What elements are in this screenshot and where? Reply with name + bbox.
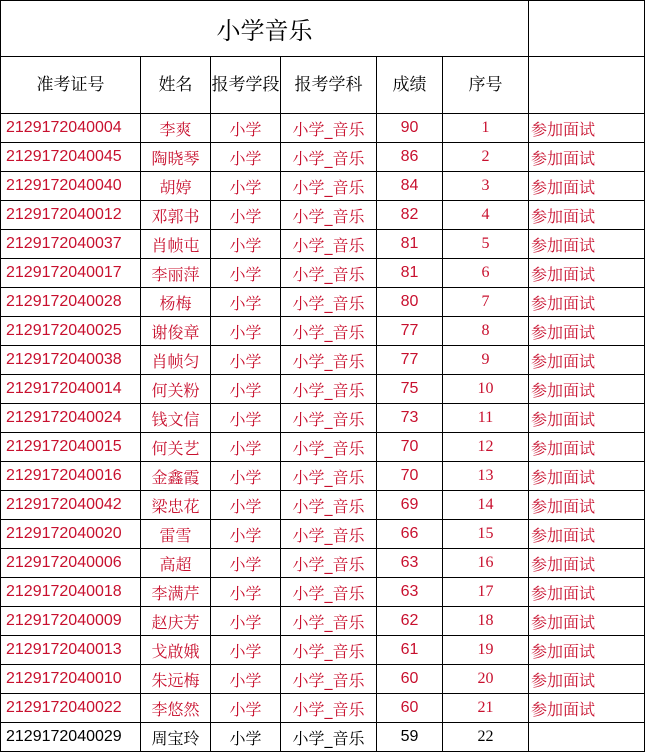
cell-name: 谢俊章: [141, 317, 211, 346]
cell-exam-id: 2129172040006: [1, 549, 141, 578]
cell-subject: 小学_音乐: [281, 723, 377, 752]
cell-name: 雷雪: [141, 520, 211, 549]
cell-name: 肖帧匀: [141, 346, 211, 375]
cell-score: 63: [377, 578, 443, 607]
cell-name: 何关艺: [141, 433, 211, 462]
cell-name: 李满芹: [141, 578, 211, 607]
cell-subject: 小学_音乐: [281, 288, 377, 317]
cell-stage: 小学: [211, 607, 281, 636]
table-row: [1, 404, 645, 433]
cell-exam-id: 2129172040012: [1, 201, 141, 230]
cell-name: 梁忠花: [141, 491, 211, 520]
cell-subject: 小学_音乐: [281, 230, 377, 259]
cell-exam-id: 2129172040045: [1, 143, 141, 172]
cell-stage: 小学: [211, 317, 281, 346]
cell-score: 60: [377, 665, 443, 694]
cell-status: 参加面试: [529, 404, 645, 433]
cell-exam-id: 2129172040018: [1, 578, 141, 607]
cell-seq: 17: [443, 578, 529, 607]
cell-seq: 20: [443, 665, 529, 694]
cell-subject: 小学_音乐: [281, 462, 377, 491]
cell-name: 钱文信: [141, 404, 211, 433]
cell-status: 参加面试: [529, 549, 645, 578]
table-row: [1, 114, 645, 143]
cell-status: 参加面试: [529, 288, 645, 317]
cell-score: 59: [377, 723, 443, 752]
cell-exam-id: 2129172040020: [1, 520, 141, 549]
cell-score: 81: [377, 230, 443, 259]
cell-stage: 小学: [211, 549, 281, 578]
cell-status: 参加面试: [529, 433, 645, 462]
cell-score: 86: [377, 143, 443, 172]
cell-name: 李悠然: [141, 694, 211, 723]
cell-exam-id: 2129172040013: [1, 636, 141, 665]
cell-seq: 4: [443, 201, 529, 230]
cell-stage: 小学: [211, 433, 281, 462]
cell-seq: 9: [443, 346, 529, 375]
cell-seq: 2: [443, 143, 529, 172]
title-empty-cell: [529, 1, 645, 57]
cell-name: 朱远梅: [141, 665, 211, 694]
cell-subject: 小学_音乐: [281, 346, 377, 375]
table-row: [1, 433, 645, 462]
cell-stage: 小学: [211, 723, 281, 752]
cell-subject: 小学_音乐: [281, 665, 377, 694]
cell-seq: 14: [443, 491, 529, 520]
cell-status: 参加面试: [529, 346, 645, 375]
table-row: [1, 259, 645, 288]
cell-stage: 小学: [211, 375, 281, 404]
cell-score: 70: [377, 462, 443, 491]
table-row: [1, 549, 645, 578]
cell-exam-id: 2129172040009: [1, 607, 141, 636]
cell-exam-id: 2129172040037: [1, 230, 141, 259]
cell-status: 参加面试: [529, 578, 645, 607]
cell-seq: 18: [443, 607, 529, 636]
table-row: [1, 462, 645, 491]
cell-seq: 6: [443, 259, 529, 288]
table-row: [1, 201, 645, 230]
cell-stage: 小学: [211, 694, 281, 723]
header-seq: 序号: [443, 57, 529, 114]
table-row: [1, 172, 645, 201]
cell-exam-id: 2129172040022: [1, 694, 141, 723]
cell-status: 参加面试: [529, 143, 645, 172]
table-row: [1, 491, 645, 520]
cell-status: 参加面试: [529, 230, 645, 259]
cell-name: 李爽: [141, 114, 211, 143]
cell-subject: 小学_音乐: [281, 172, 377, 201]
cell-score: 60: [377, 694, 443, 723]
cell-score: 63: [377, 549, 443, 578]
cell-name: 肖帧屯: [141, 230, 211, 259]
cell-stage: 小学: [211, 665, 281, 694]
header-exam-id: 准考证号: [1, 57, 141, 114]
cell-score: 77: [377, 346, 443, 375]
cell-exam-id: 2129172040004: [1, 114, 141, 143]
cell-score: 69: [377, 491, 443, 520]
cell-subject: 小学_音乐: [281, 578, 377, 607]
cell-subject: 小学_音乐: [281, 491, 377, 520]
cell-subject: 小学_音乐: [281, 201, 377, 230]
cell-status: 参加面试: [529, 259, 645, 288]
table-row: [1, 723, 645, 752]
cell-subject: 小学_音乐: [281, 607, 377, 636]
cell-exam-id: 2129172040015: [1, 433, 141, 462]
header-row: [1, 57, 645, 114]
cell-status: 参加面试: [529, 462, 645, 491]
cell-score: 84: [377, 172, 443, 201]
cell-status: 参加面试: [529, 375, 645, 404]
cell-name: 胡婷: [141, 172, 211, 201]
cell-stage: 小学: [211, 636, 281, 665]
cell-stage: 小学: [211, 172, 281, 201]
cell-exam-id: 2129172040010: [1, 665, 141, 694]
cell-name: 高超: [141, 549, 211, 578]
cell-stage: 小学: [211, 520, 281, 549]
cell-stage: 小学: [211, 201, 281, 230]
table-title: 小学音乐: [1, 1, 529, 57]
table-row: [1, 636, 645, 665]
cell-status: 参加面试: [529, 172, 645, 201]
cell-stage: 小学: [211, 462, 281, 491]
table-row: [1, 288, 645, 317]
cell-name: 戈啟娥: [141, 636, 211, 665]
cell-seq: 8: [443, 317, 529, 346]
cell-score: 77: [377, 317, 443, 346]
table-row: [1, 143, 645, 172]
table-row: [1, 375, 645, 404]
cell-exam-id: 2129172040042: [1, 491, 141, 520]
cell-exam-id: 2129172040029: [1, 723, 141, 752]
cell-status: 参加面试: [529, 491, 645, 520]
cell-exam-id: 2129172040024: [1, 404, 141, 433]
cell-exam-id: 2129172040014: [1, 375, 141, 404]
cell-status: 参加面试: [529, 607, 645, 636]
cell-exam-id: 2129172040017: [1, 259, 141, 288]
header-score: 成绩: [377, 57, 443, 114]
cell-score: 80: [377, 288, 443, 317]
table-row: [1, 346, 645, 375]
table-row: [1, 520, 645, 549]
table-row: [1, 665, 645, 694]
cell-status: 参加面试: [529, 636, 645, 665]
cell-seq: 5: [443, 230, 529, 259]
table-row: [1, 694, 645, 723]
cell-exam-id: 2129172040038: [1, 346, 141, 375]
cell-seq: 11: [443, 404, 529, 433]
cell-stage: 小学: [211, 288, 281, 317]
header-stage: 报考学段: [211, 57, 281, 114]
cell-seq: 7: [443, 288, 529, 317]
cell-exam-id: 2129172040016: [1, 462, 141, 491]
cell-seq: 13: [443, 462, 529, 491]
cell-status: 参加面试: [529, 665, 645, 694]
cell-status: 参加面试: [529, 201, 645, 230]
table-row: [1, 578, 645, 607]
header-status: [529, 57, 645, 114]
cell-seq: 16: [443, 549, 529, 578]
cell-subject: 小学_音乐: [281, 694, 377, 723]
cell-subject: 小学_音乐: [281, 317, 377, 346]
cell-seq: 19: [443, 636, 529, 665]
cell-stage: 小学: [211, 230, 281, 259]
cell-stage: 小学: [211, 143, 281, 172]
cell-name: 周宝玲: [141, 723, 211, 752]
cell-name: 李丽萍: [141, 259, 211, 288]
cell-subject: 小学_音乐: [281, 143, 377, 172]
cell-name: 赵庆芳: [141, 607, 211, 636]
cell-seq: 12: [443, 433, 529, 462]
cell-stage: 小学: [211, 404, 281, 433]
cell-exam-id: 2129172040028: [1, 288, 141, 317]
cell-subject: 小学_音乐: [281, 375, 377, 404]
cell-status: 参加面试: [529, 520, 645, 549]
table-row: [1, 317, 645, 346]
cell-score: 73: [377, 404, 443, 433]
cell-score: 66: [377, 520, 443, 549]
cell-status: 参加面试: [529, 317, 645, 346]
cell-subject: 小学_音乐: [281, 549, 377, 578]
cell-score: 70: [377, 433, 443, 462]
cell-score: 75: [377, 375, 443, 404]
cell-seq: 3: [443, 172, 529, 201]
cell-subject: 小学_音乐: [281, 259, 377, 288]
cell-exam-id: 2129172040025: [1, 317, 141, 346]
cell-subject: 小学_音乐: [281, 636, 377, 665]
cell-subject: 小学_音乐: [281, 404, 377, 433]
cell-name: 金鑫霞: [141, 462, 211, 491]
table-row: [1, 230, 645, 259]
cell-score: 82: [377, 201, 443, 230]
cell-seq: 21: [443, 694, 529, 723]
cell-score: 62: [377, 607, 443, 636]
cell-subject: 小学_音乐: [281, 520, 377, 549]
header-name: 姓名: [141, 57, 211, 114]
cell-stage: 小学: [211, 114, 281, 143]
cell-status: 参加面试: [529, 694, 645, 723]
cell-stage: 小学: [211, 346, 281, 375]
cell-seq: 1: [443, 114, 529, 143]
cell-seq: 10: [443, 375, 529, 404]
cell-status: 参加面试: [529, 114, 645, 143]
cell-stage: 小学: [211, 491, 281, 520]
title-row: [1, 1, 645, 57]
cell-score: 81: [377, 259, 443, 288]
table-row: [1, 607, 645, 636]
cell-stage: 小学: [211, 578, 281, 607]
cell-name: 陶晓琴: [141, 143, 211, 172]
header-subject: 报考学科: [281, 57, 377, 114]
cell-exam-id: 2129172040040: [1, 172, 141, 201]
cell-name: 杨梅: [141, 288, 211, 317]
cell-seq: 22: [443, 723, 529, 752]
cell-stage: 小学: [211, 259, 281, 288]
cell-subject: 小学_音乐: [281, 433, 377, 462]
cell-status: [529, 723, 645, 752]
cell-name: 何关粉: [141, 375, 211, 404]
cell-name: 邓郭书: [141, 201, 211, 230]
cell-score: 61: [377, 636, 443, 665]
cell-subject: 小学_音乐: [281, 114, 377, 143]
cell-score: 90: [377, 114, 443, 143]
cell-seq: 15: [443, 520, 529, 549]
